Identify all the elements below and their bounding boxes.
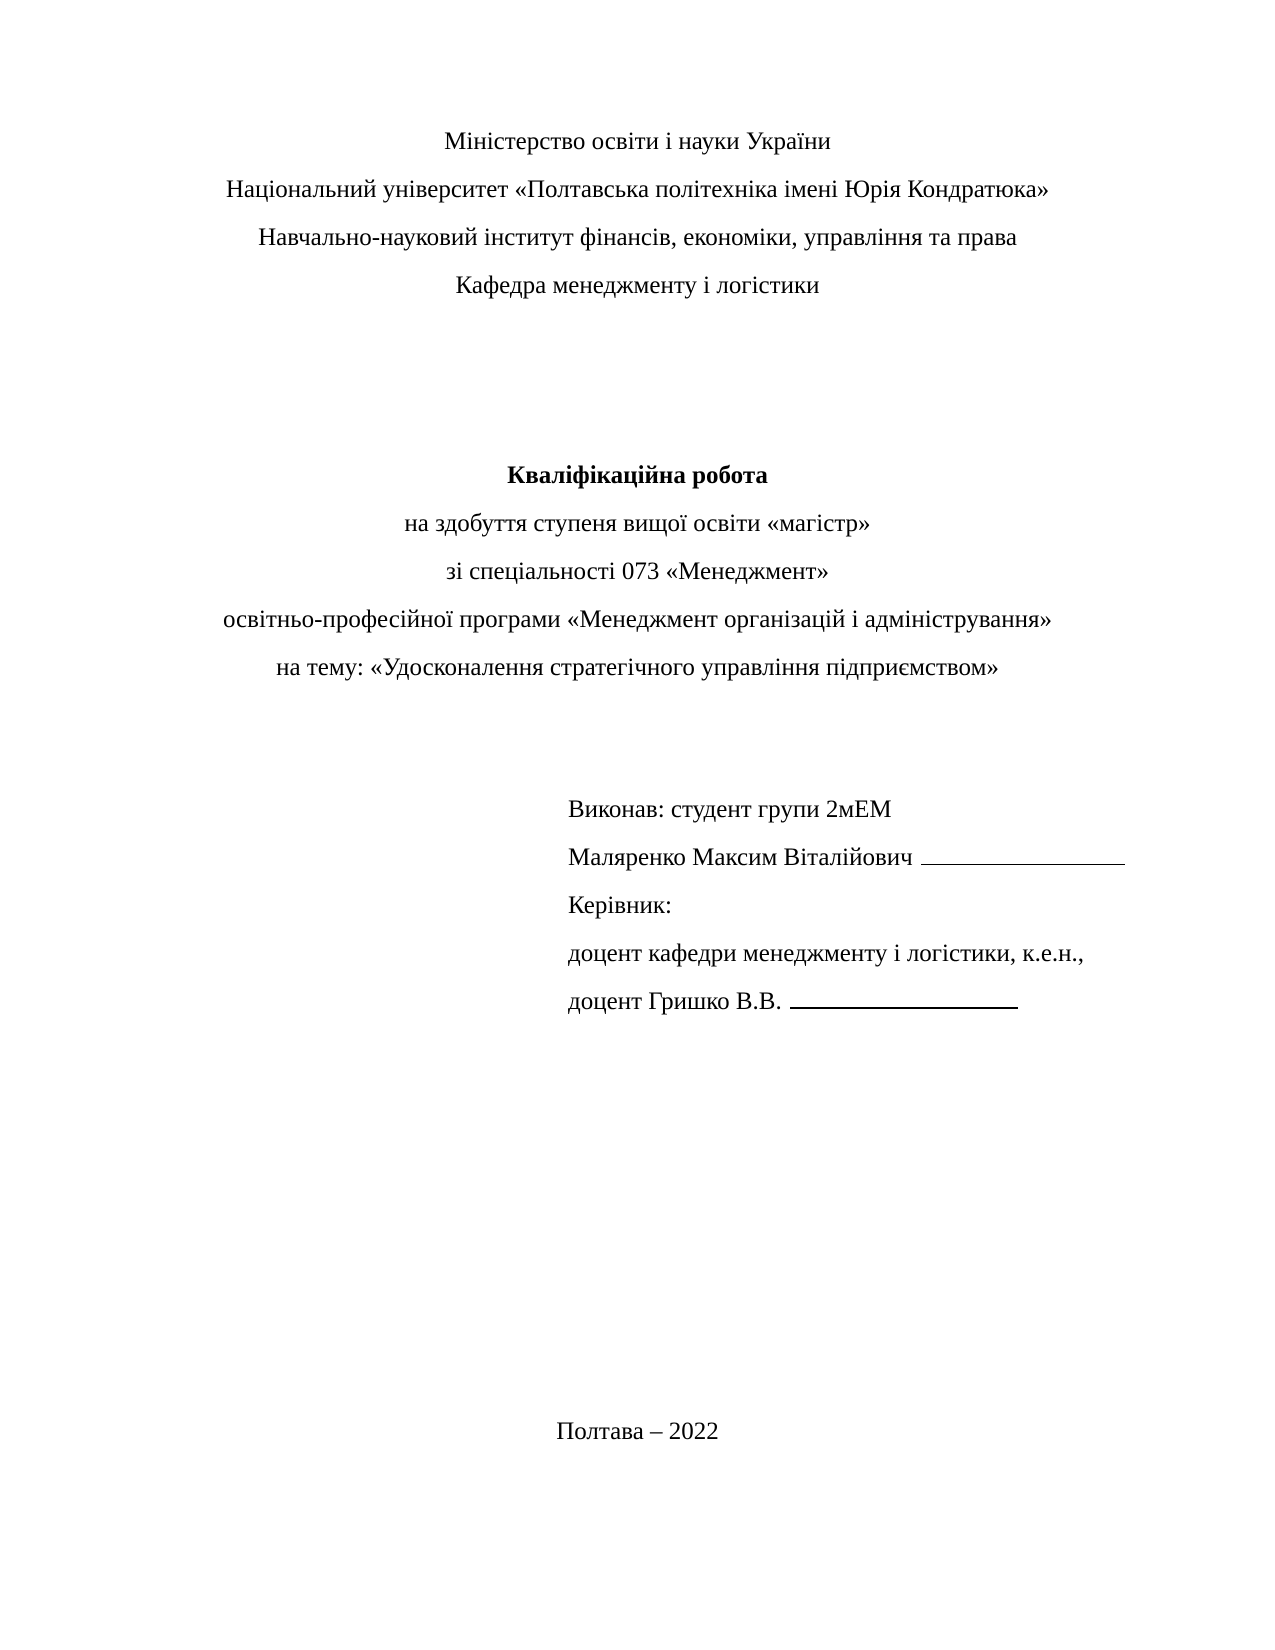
ministry-line: Міністерство освіти і науки України — [444, 128, 831, 155]
work-title: Кваліфікаційна робота — [507, 462, 768, 489]
topic-line: на тему: «Удосконалення стратегічного управління підприємством» — [276, 654, 999, 681]
student-name: Маляренко Максим Віталійович — [568, 844, 913, 871]
specialty-line: зі спеціальності 073 «Менеджмент» — [446, 558, 829, 585]
supervisor-name: доцент Гришко В.В. — [568, 988, 782, 1015]
supervisor-signature-blank — [790, 987, 1018, 1009]
department-line: Кафедра менеджменту і логістики — [455, 272, 820, 299]
student-signature-line — [568, 842, 1125, 874]
university-line: Національний університет «Полтавська політехніка імені Юрія Кондратюка» — [225, 176, 1050, 203]
supervisor-position-line: доцент кафедри менеджменту і логістики, к.е.н., — [568, 940, 1085, 967]
supervisor-signature-line — [568, 986, 1018, 1018]
city-year-line: Полтава – 2022 — [556, 1418, 719, 1445]
supervisor-label: Керівник: — [568, 892, 672, 919]
program-line: освітньо-професійної програми «Менеджмент організацій і адміністрування» — [222, 606, 1053, 633]
degree-line: на здобуття ступеня вищої освіти «магістр» — [404, 510, 871, 537]
student-signature-blank — [921, 844, 1125, 865]
institute-line: Навчально-науковий інститут фінансів, економіки, управління та права — [258, 224, 1017, 251]
performed-by-line: Виконав: студент групи 2мЕМ — [568, 796, 892, 823]
